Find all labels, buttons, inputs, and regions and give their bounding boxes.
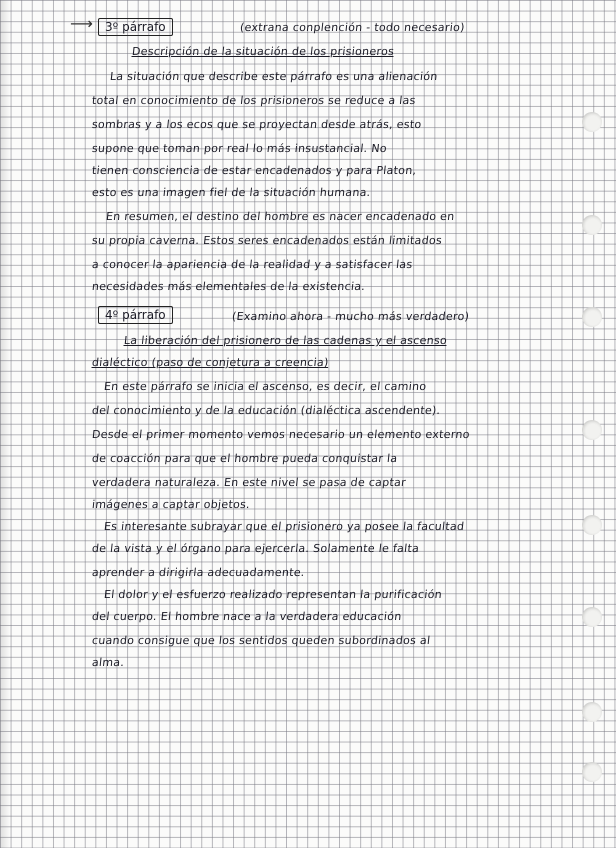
section3-subtitle: Descripción de la situación de los prisioneros — [131, 45, 395, 58]
text-line: total en conocimiento de los prisioneros se reduce a las — [91, 94, 417, 107]
section4-heading: 4º párrafo — [98, 306, 173, 324]
text-line: tienen consciencia de estar encadenados y para Platon, — [91, 164, 418, 177]
text-line: En resumen, el destino del hombre es nacer encadenado en — [105, 210, 456, 223]
text-line: verdadera naturaleza. En este nivel se pasa de captar — [91, 476, 407, 489]
punch-hole — [582, 420, 602, 440]
section4-note: (Examino ahora - mucho más verdadero) — [231, 310, 470, 323]
text-line: imágenes a captar objetos. — [91, 498, 251, 511]
punch-hole — [582, 215, 602, 235]
text-line: de la vista y el órgano para ejercerla. Solamente le falta — [91, 542, 420, 555]
text-line: supone que toman por real lo más insustancial. No — [91, 142, 388, 155]
text-line: del conocimiento y de la educación (dialéctica ascendente). — [91, 404, 442, 417]
text-line: su propia caverna. Estos seres encadenados están limitados — [91, 234, 443, 247]
section4-subtitle-line: La liberación del prisionero de las cadenas y el ascenso — [123, 334, 448, 347]
text-line: alma. — [91, 656, 125, 669]
section3-note: (extrana conplención - todo necesario) — [239, 21, 466, 34]
text-line: Es interesante subrayar que el prisionero ya posee la facultad — [103, 520, 465, 533]
punch-hole — [582, 762, 602, 782]
text-line: a conocer la apariencia de la realidad y a satisfacer las — [91, 258, 414, 271]
text-line: del cuerpo. El hombre nace a la verdadera educación — [91, 610, 403, 623]
text-line: de coacción para que el hombre pueda conquistar la — [91, 452, 399, 465]
text-line: sombras y a los ecos que se proyectan desde atrás, esto — [91, 118, 423, 131]
section3-heading: 3º párrafo — [98, 18, 173, 36]
text-line: aprender a dirigirla adecuadamente. — [91, 566, 306, 579]
text-line: esto es una imagen fiel de la situación humana. — [91, 186, 372, 199]
punch-hole — [582, 702, 602, 722]
text-line: El dolor y el esfuerzo realizado representan la purificación — [103, 588, 443, 601]
text-line: En este párrafo se inicia el ascenso, es decir, el camino — [103, 380, 428, 393]
section4-subtitle-line: dialéctico (paso de conjetura a creencia) — [91, 356, 330, 369]
text-line: La situación que describe este párrafo es una alienación — [109, 70, 439, 83]
punch-hole — [582, 515, 602, 535]
text-line: cuando consigue que los sentidos queden subordinados al — [91, 634, 432, 647]
page-edge-shadow — [0, 0, 10, 848]
arrow-right-icon: ⟶ — [70, 14, 93, 33]
punch-hole — [582, 307, 602, 327]
punch-hole — [582, 607, 602, 627]
text-line: Desde el primer momento vemos necesario un elemento externo — [91, 428, 471, 441]
punch-hole — [582, 112, 602, 132]
text-line: necesidades más elementales de la existencia. — [91, 280, 366, 293]
